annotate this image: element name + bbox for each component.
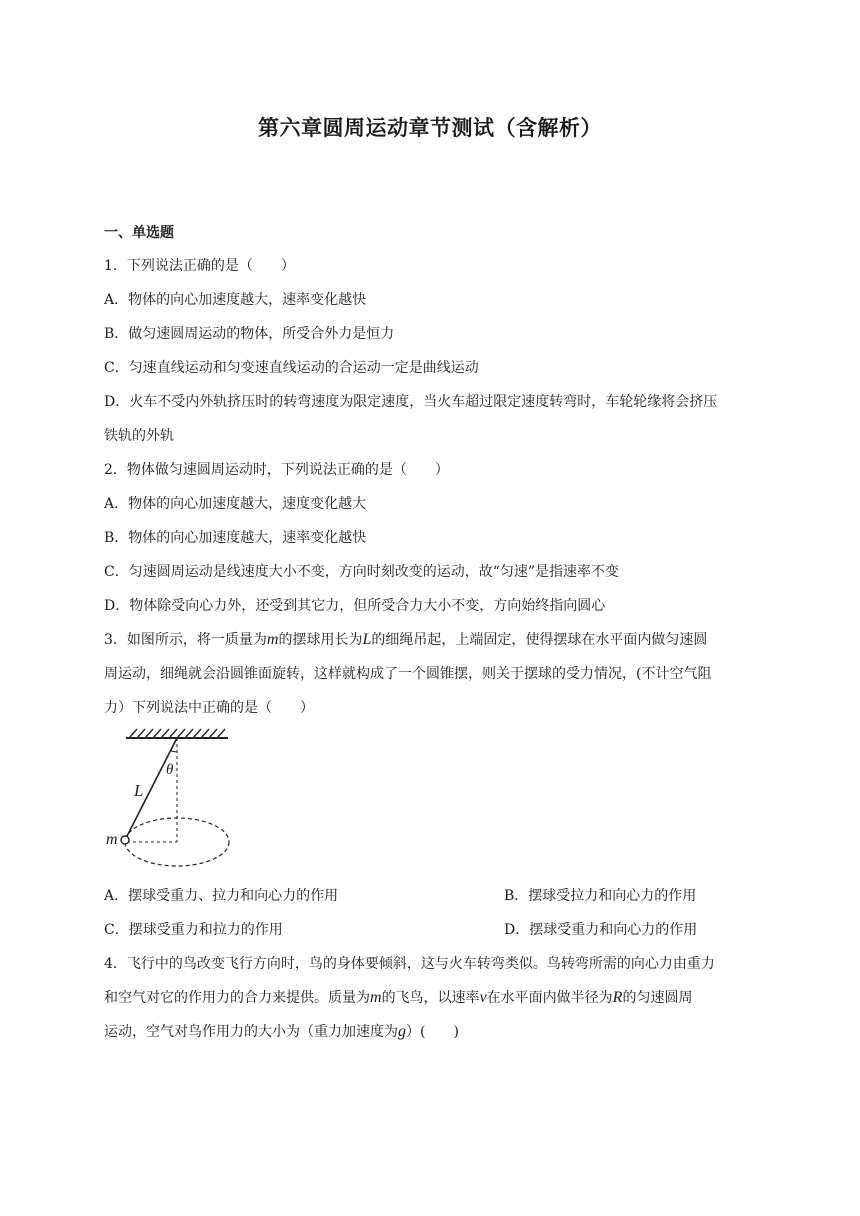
question-2-option-b: B．物体的向心加速度越大，速率变化越快 — [104, 530, 367, 546]
q3-text: 3．如图所示，将一质量为 — [104, 632, 267, 648]
question-1-option-c: C．匀速直线运动和匀变速直线运动的合运动一定是曲线运动 — [104, 360, 479, 376]
question-1-option-a: A．物体的向心加速度越大，速率变化越快 — [104, 292, 367, 308]
section-heading: 一、单选题 — [104, 225, 174, 241]
q4-var-m: m — [370, 989, 382, 1006]
question-2-stem: 2．物体做匀速圆周运动时，下列说法正确的是（ ） — [104, 462, 449, 478]
figure-label-m: m — [106, 831, 118, 848]
figure-label-l: L — [134, 781, 144, 800]
question-3-option-b: B．摆球受拉力和向心力的作用 — [504, 888, 697, 904]
question-3-stem-line-3: 力）下列说法中正确的是（ ） — [104, 700, 314, 716]
question-3-option-d: D．摆球受重力和向心力的作用 — [504, 922, 698, 938]
question-1-stem: 1．下列说法正确的是（ ） — [104, 258, 295, 274]
question-3-stem-line-1 — [104, 630, 764, 650]
q4-text: 的飞鸟，以速率 — [381, 990, 480, 1006]
q3-var-m: m — [266, 631, 279, 648]
question-4-stem-line-1: 4．飞行中的鸟改变飞行方向时，鸟的身体要倾斜，这与火车转弯类似。鸟转弯所需的向心力由重力 — [104, 956, 715, 972]
question-1-option-b: B．做匀速圆周运动的物体，所受合外力是恒力 — [104, 326, 395, 342]
question-3-options-row-1 — [104, 886, 764, 906]
question-1-option-d: D．火车不受内外轨挤压时的转弯速度为限定速度，当火车超过限定速度转弯时，车轮轮缘将会挤压 — [104, 394, 718, 410]
q4-var-g: g — [398, 1023, 406, 1040]
q3-text: 的摆球用长为 — [278, 632, 363, 648]
question-2-option-c: C．匀速圆周运动是线速度大小不变，方向时刻改变的运动，故“匀速”是指速率不变 — [104, 564, 620, 580]
page-title: 第六章圆周运动章节测试（含解析） — [258, 116, 602, 140]
question-2-option-a: A．物体的向心加速度越大，速度变化越大 — [104, 496, 367, 512]
conical-pendulum-figure — [104, 726, 244, 872]
q4-var-v: v — [479, 989, 487, 1006]
q3-var-l: L — [362, 631, 372, 648]
q4-text: 的匀速圆周 — [622, 990, 693, 1006]
figure-label-theta: θ — [166, 762, 174, 778]
q4-text: 和空气对它的作用力的合力来提供。质量为 — [104, 990, 370, 1006]
question-4-stem-line-3 — [104, 1022, 764, 1042]
question-3-stem-line-2: 周运动，细绳就会沿圆锥面旋转，这样就构成了一个圆锥摆，则关于摆球的受力情况，(不计空气阻 — [104, 666, 712, 682]
q4-text: 在水平面内做半径为 — [486, 990, 613, 1006]
question-3-option-c: C．摆球受重力和拉力的作用 — [104, 922, 283, 938]
question-2-option-d: D．物体除受向心力外，还受到其它力，但所受合力大小不变，方向始终指向圆心 — [104, 598, 606, 614]
q3-text: 的细绳吊起，上端固定，使得摆球在水平面内做匀速圆 — [371, 632, 708, 648]
q4-text: ）( ) — [406, 1024, 459, 1040]
question-1-option-d-cont: 铁轨的外轨 — [104, 428, 174, 444]
q4-var-r: R — [612, 989, 623, 1006]
question-4-stem-line-2 — [104, 988, 764, 1008]
question-3-option-a: A．摆球受重力、拉力和向心力的作用 — [104, 888, 339, 904]
question-3-options-row-2 — [104, 920, 764, 940]
q4-text: 运动，空气对鸟作用力的大小为（重力加速度为 — [104, 1024, 398, 1040]
